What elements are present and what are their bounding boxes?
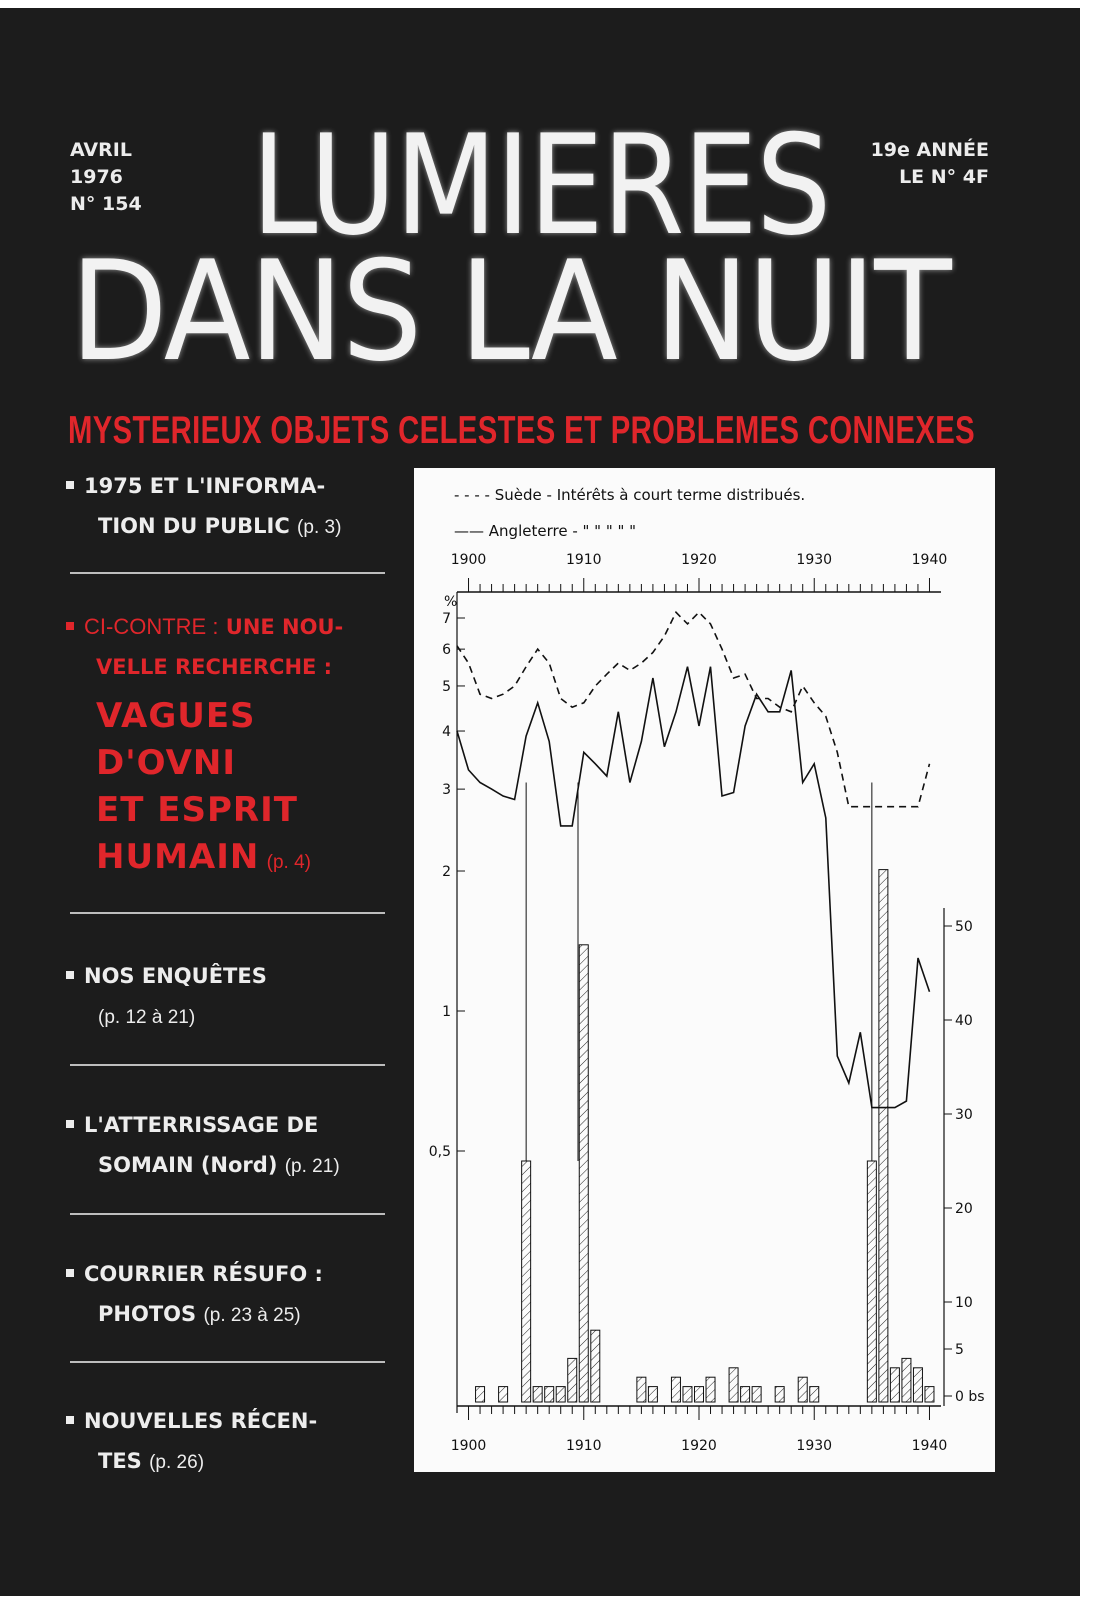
toc-item-enquetes[interactable] [66, 956, 386, 1038]
toc-page: (p. 12 à 21) [98, 1007, 196, 1028]
toc-page: (p. 23 à 25) [203, 1305, 301, 1326]
toc-title-cont: TES [98, 1449, 142, 1473]
bottom-axis-tick-label: 1900 [450, 1438, 487, 1454]
divider [70, 1361, 385, 1363]
obs-bar [683, 1387, 692, 1402]
top-axis-tick-label: 1940 [911, 552, 948, 568]
right-y-tick-label: 20 [955, 1201, 973, 1217]
issue-number: N° 154 [70, 193, 142, 215]
chart-panel [414, 468, 995, 1472]
bottom-axis-tick-label: 1930 [796, 1438, 833, 1454]
right-y-tick-label: 40 [955, 1013, 973, 1029]
toc-title: UNE NOU- [225, 615, 344, 639]
toc-title: L'ATTERRISSAGE DE [84, 1113, 319, 1137]
left-y-tick-label: 1 [442, 1004, 451, 1021]
legend-label: Suède - Intérêts à court terme distribués. [494, 486, 806, 504]
series-line-suede [457, 612, 930, 806]
left-y-tick-label: 6 [442, 642, 451, 659]
obs-bar [695, 1387, 704, 1402]
bullet-icon [66, 1120, 74, 1128]
feature-line-4: HUMAIN [96, 837, 260, 877]
left-y-tick-label: 7 [442, 611, 451, 627]
right-y-tick-label: 5 [955, 1342, 964, 1358]
magazine-title-line2: DANS LA NUIT [70, 231, 950, 392]
obs-bar [545, 1387, 554, 1402]
toc-item-information[interactable] [66, 466, 386, 548]
issue-month: AVRIL [70, 139, 132, 161]
magazine-subtitle: MYSTERIEUX OBJETS CELESTES ET PROBLEMES CONNEXES [68, 409, 976, 452]
toc-title: COURRIER RÉSUFO : [84, 1262, 323, 1286]
obs-bar [890, 1368, 899, 1402]
obs-bar [556, 1387, 565, 1402]
obs-bar [752, 1387, 761, 1402]
obs-bar [913, 1368, 922, 1402]
top-axis-tick-label: 1900 [450, 552, 487, 568]
divider [70, 1064, 385, 1066]
obs-bar [476, 1387, 485, 1402]
toc-page: (p. 21) [284, 1156, 340, 1177]
issue-info [70, 137, 142, 218]
toc-item-nouvelles[interactable] [66, 1401, 386, 1483]
obs-bar [591, 1330, 600, 1402]
toc-lead: CI-CONTRE : [84, 614, 219, 639]
toc-title-cont: SOMAIN (Nord) [98, 1153, 278, 1177]
toc-title: NOUVELLES RÉCEN- [84, 1409, 318, 1433]
obs-bar [867, 1161, 876, 1402]
feature-line-2: D'OVNI [96, 743, 237, 783]
feature-line-1: VAGUES [96, 696, 256, 736]
divider [70, 572, 385, 574]
toc-item-feature[interactable] [66, 607, 386, 883]
legend-label: Angleterre - " " " " " [488, 522, 637, 540]
left-y-tick-label: 5 [442, 678, 451, 695]
obs-bar [741, 1387, 750, 1402]
left-y-tick-label: 2 [442, 864, 451, 881]
left-y-tick-label: 4 [442, 724, 451, 741]
toc-title: NOS ENQUÊTES [84, 964, 267, 988]
legend-solid-swatch: —— [454, 522, 484, 540]
top-axis-tick-label: 1910 [565, 552, 602, 568]
bullet-icon [66, 1416, 74, 1424]
toc-title-cont: PHOTOS [98, 1302, 197, 1326]
toc-title-cont: TION DU PUBLIC [98, 514, 290, 538]
divider [70, 1213, 385, 1215]
obs-bar [706, 1377, 715, 1402]
magazine-title-line1: LUMIERES [251, 105, 830, 266]
left-y-tick-label: 3 [442, 782, 451, 799]
toc-item-somain[interactable] [66, 1105, 386, 1187]
feature-line-3: ET ESPRIT [96, 790, 298, 830]
toc-item-courrier[interactable] [66, 1254, 386, 1336]
top-axis-tick-label: 1930 [796, 552, 833, 568]
obs-bar [499, 1387, 508, 1402]
right-y-tick-label: 50 [955, 919, 973, 935]
bullet-icon [66, 481, 74, 489]
obs-bar [579, 945, 588, 1402]
bullet-icon [66, 971, 74, 979]
obs-bar [637, 1377, 646, 1402]
toc-title-cont: VELLE RECHERCHE : [96, 655, 333, 679]
obs-bar [568, 1358, 577, 1402]
bottom-axis-tick-label: 1940 [911, 1438, 948, 1454]
right-y-tick-label: 30 [955, 1107, 973, 1123]
toc-page: (p. 26) [149, 1452, 205, 1473]
obs-bar [671, 1377, 680, 1402]
obs-bar [522, 1161, 531, 1402]
toc-page: (p. 4) [266, 852, 311, 873]
obs-bar [879, 870, 888, 1402]
right-y-tick-label: 10 [955, 1295, 973, 1311]
obs-bar [902, 1358, 911, 1402]
year-label: 19e ANNÉE [870, 139, 989, 161]
obs-bar [775, 1387, 784, 1402]
obs-bar [810, 1387, 819, 1402]
price-label: LE N° 4F [899, 166, 989, 188]
issue-year: 1976 [70, 166, 123, 188]
right-y-tick-label: 0 bs [955, 1389, 985, 1405]
bottom-axis-tick-label: 1920 [681, 1438, 717, 1454]
left-y-tick-label: 0,5 [428, 1144, 451, 1160]
bullet-icon [66, 622, 74, 630]
left-y-unit: % [444, 594, 458, 610]
price-info [871, 137, 989, 191]
toc-page: (p. 3) [297, 517, 342, 538]
obs-bar [729, 1368, 738, 1402]
chart-svg [414, 468, 995, 1472]
top-axis-tick-label: 1920 [681, 552, 717, 568]
bullet-icon [66, 1269, 74, 1277]
obs-bar [648, 1387, 657, 1402]
obs-bar [533, 1387, 542, 1402]
toc-title: 1975 ET L'INFORMA- [84, 474, 326, 498]
obs-bar [798, 1377, 807, 1402]
series-line-angleterre [457, 667, 930, 1108]
legend-dashed-swatch: - - - - [454, 486, 490, 504]
divider [70, 912, 385, 914]
obs-bar [925, 1387, 934, 1402]
bottom-axis-tick-label: 1910 [565, 1438, 602, 1454]
